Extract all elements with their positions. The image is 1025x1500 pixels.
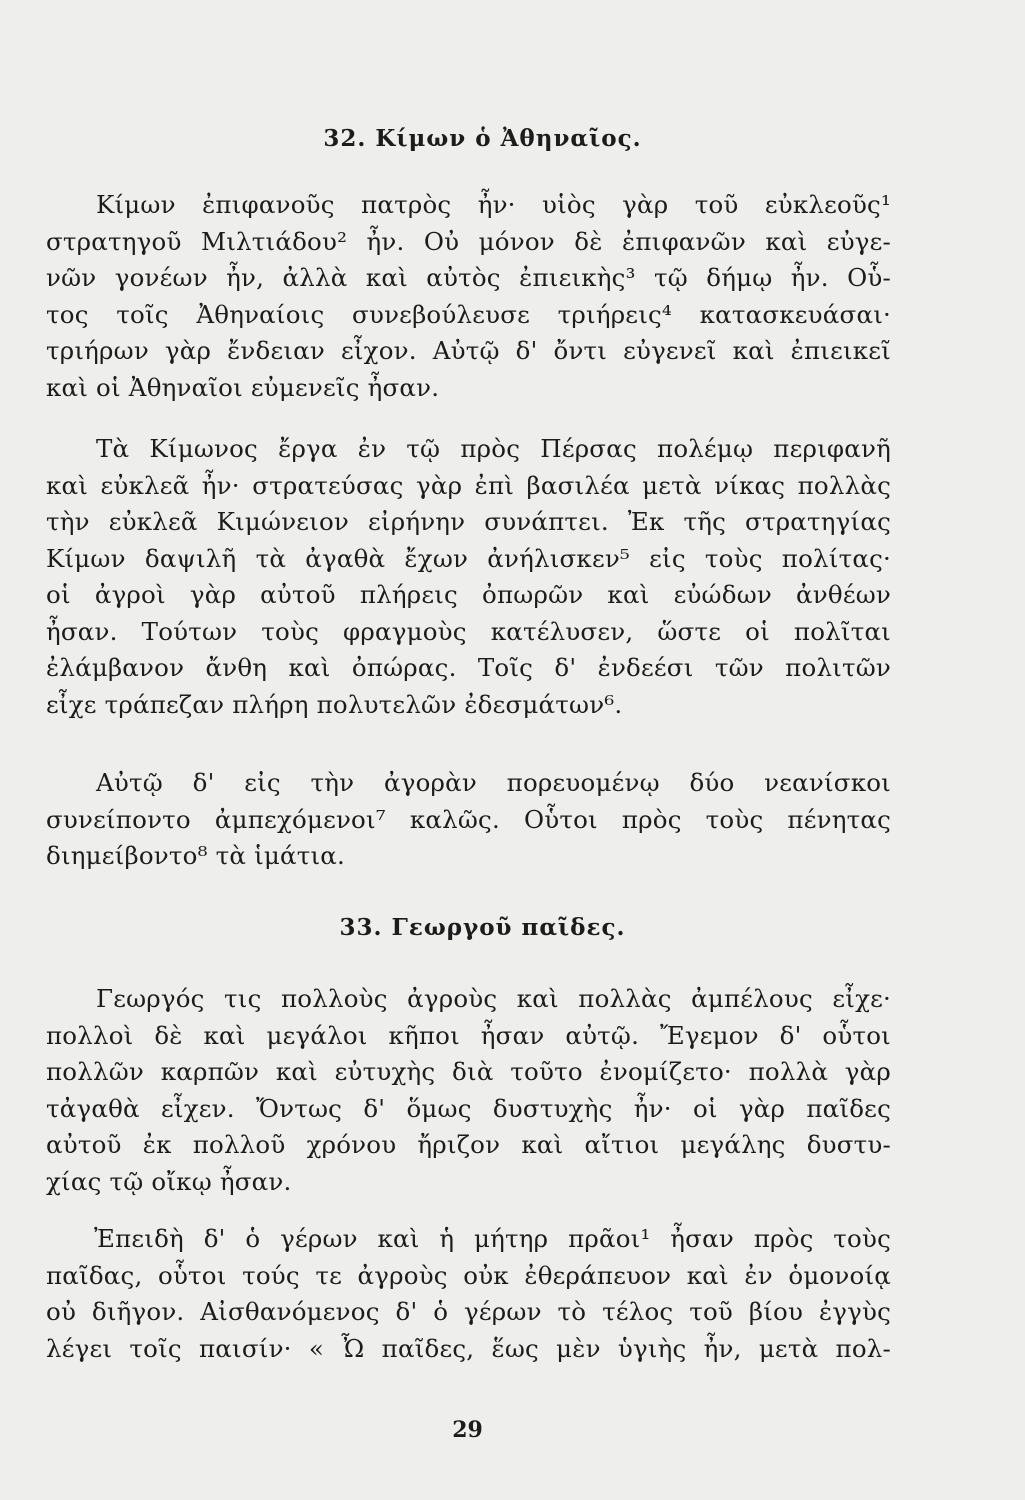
paragraph: [46, 981, 891, 1200]
paragraph: [46, 187, 891, 406]
text-line: λέγει τοῖς παισίν· « Ὦ παῖδες, ἕως μὲν ὑγιὴς ἦν, μετὰ πολ-: [46, 1333, 891, 1363]
text-line: Ἐπειδὴ δ' ὁ γέρων καὶ ἡ μήτηρ πρᾶοι¹ ἦσαν πρὸς τοὺς: [94, 1224, 891, 1253]
text-line: εἶχε τράπεζαν πλήρη πολυτελῶν ἐδεσμάτων⁶.: [46, 689, 623, 719]
text-line: καὶ οἱ Ἀθηναῖοι εὐμενεῖς ἦσαν.: [46, 372, 440, 402]
text-line: πολλῶν καρπῶν καὶ εὐτυχὴς διὰ τοῦτο ἐνομίζετο· πολλὰ γὰρ: [46, 1057, 891, 1086]
text-line: καὶ εὐκλεᾶ ἦν· στρατεύσας γὰρ ἐπὶ βασιλέα μετὰ νίκας πολλὰς: [46, 470, 891, 500]
paragraph: [46, 1221, 891, 1367]
text-line: Κίμων ἐπιφανοῦς πατρὸς ἦν· υἱὸς γὰρ τοῦ εὐκλεοῦς¹: [96, 190, 891, 219]
text-line: τἀγαθὰ εἶχεν. Ὄντως δ' ὅμως δυστυχὴς ἦν· οἱ γὰρ παῖδες: [46, 1093, 891, 1123]
text-line: πολλοὶ δὲ καὶ μεγάλοι κῆποι ἦσαν αὐτῷ. Ἔγεμον δ' οὗτοι: [46, 1020, 891, 1050]
text-line: αὐτοῦ ἐκ πολλοῦ χρόνου ἤριζον καὶ αἴτιοι μεγάλης δυστυ-: [46, 1130, 891, 1159]
text-line: νῶν γονέων ἦν, ἀλλὰ καὶ αὐτὸς ἐπιεικὴς³ τῷ δήμῳ ἦν. Οὗ-: [46, 263, 891, 292]
text-line: ἦσαν. Τούτων τοὺς φραγμοὺς κατέλυσεν, ὥστε οἱ πολῖται: [46, 616, 891, 646]
text-line: Αὐτῷ δ' εἰς τὴν ἀγορὰν πορευομένῳ δύο νεανίσκοι: [96, 768, 891, 797]
text-line: τος τοῖς Ἀθηναίοις συνεβούλευσε τριήρεις⁴ κατασκευάσαι·: [46, 299, 891, 329]
text-line: ἐλάμβανον ἄνθη καὶ ὀπώρας. Τοῖς δ' ἐνδεέσι τῶν πολιτῶν: [46, 653, 891, 682]
text-line: τὴν εὐκλεᾶ Κιμώνειον εἰρήνην συνάπτει. Ἐκ τῆς στρατηγίας: [46, 507, 891, 536]
text-line: στρατηγοῦ Μιλτιάδου² ἦν. Οὐ μόνον δὲ ἐπιφανῶν καὶ εὐγε-: [46, 226, 891, 256]
text-line: τριήρων γὰρ ἔνδειαν εἶχον. Αὐτῷ δ' ὄντι εὐγενεῖ καὶ ἐπιεικεῖ: [46, 336, 891, 365]
text-line: συνείποντο ἀμπεχόμενοι⁷ καλῶς. Οὗτοι πρὸς τοὺς πένητας: [46, 804, 891, 834]
section-heading: 33. Γεωργοῦ παῖδες.: [339, 914, 626, 941]
paragraph: [46, 431, 891, 723]
text-line: Κίμων δαψιλῆ τὰ ἀγαθὰ ἔχων ἀνήλισκεν⁵ εἰς τοὺς πολίτας·: [46, 543, 891, 573]
page-number: 29: [452, 1417, 483, 1443]
text-line: οὐ διῆγον. Αἰσθανόμενος δ' ὁ γέρων τὸ τέλος τοῦ βίου ἐγγὺς: [46, 1297, 891, 1326]
text-line: οἱ ἀγροὶ γὰρ αὐτοῦ πλήρεις ὀπωρῶν καὶ εὐώδων ἀνθέων: [46, 580, 891, 609]
text-line: Γεωργός τις πολλοὺς ἀγροὺς καὶ πολλὰς ἀμπέλους εἶχε·: [96, 984, 891, 1013]
text-line: παῖδας, οὗτοι τούς τε ἀγροὺς οὐκ ἐθεράπευον καὶ ἐν ὁμονοίᾳ: [46, 1260, 891, 1290]
section-heading: 32. Κίμων ὁ Ἀθηναῖος.: [323, 125, 642, 152]
text-line: Τὰ Κίμωνος ἔργα ἐν τῷ πρὸς Πέρσας πολέμῳ περιφανῆ: [96, 434, 891, 463]
paragraph: [46, 765, 891, 875]
text-line: χίας τῷ οἴκῳ ἦσαν.: [46, 1166, 292, 1196]
text-line: διημείβοντο⁸ τὰ ἱμάτια.: [46, 841, 346, 870]
